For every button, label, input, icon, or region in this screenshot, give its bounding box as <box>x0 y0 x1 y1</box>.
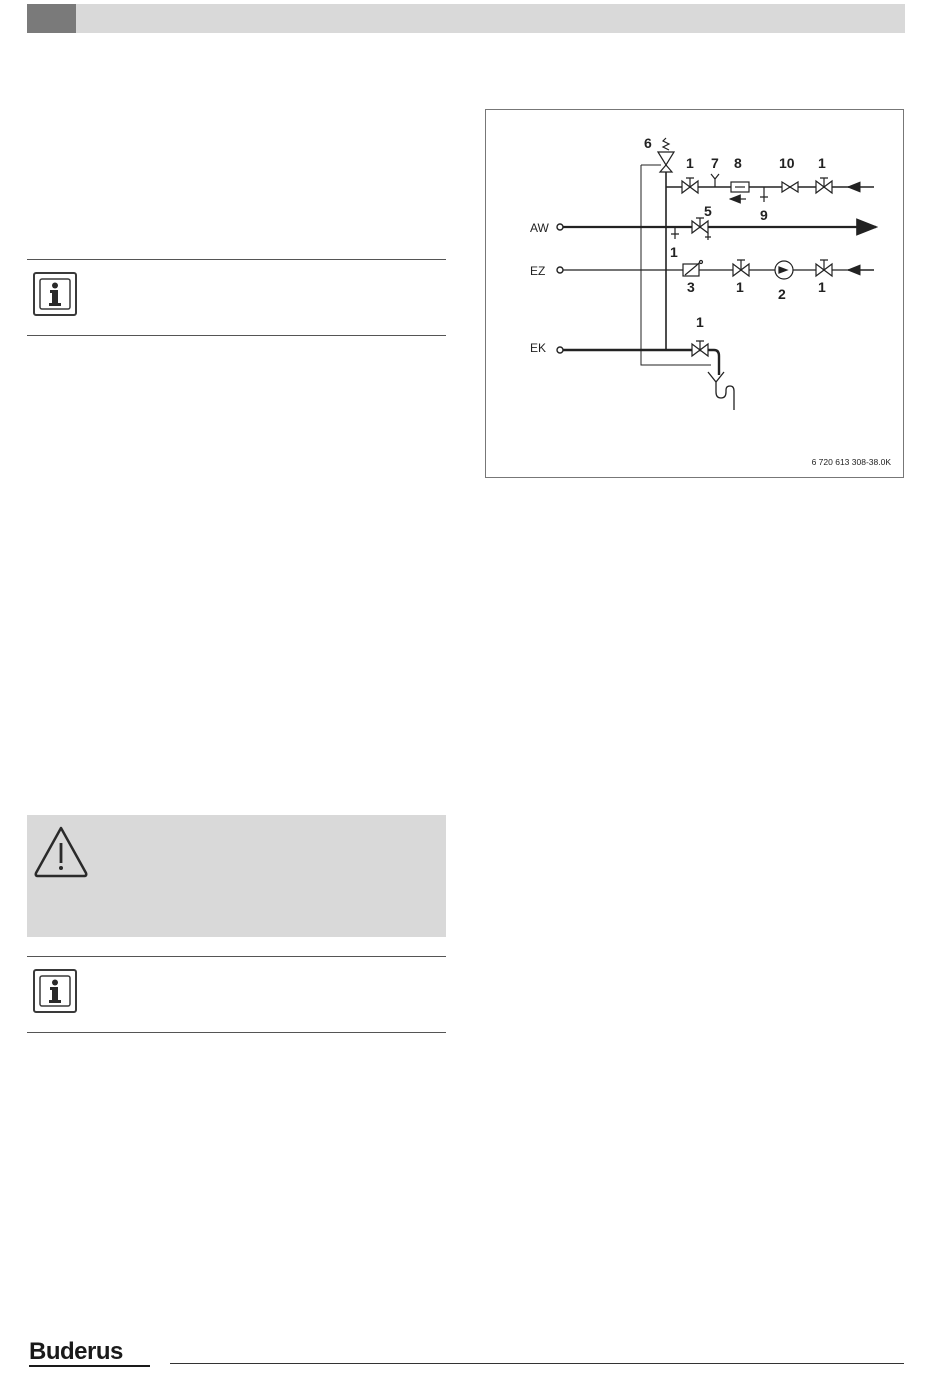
piping-schematic-figure <box>485 109 904 478</box>
notice-bottom-rule <box>27 1032 446 1033</box>
figure-code: 6 720 613 308-38.0K <box>811 457 891 467</box>
warning-panel <box>27 815 446 937</box>
number-1: 1 <box>818 279 826 295</box>
number-9: 9 <box>760 207 768 223</box>
notice-top-rule <box>27 956 446 957</box>
number-10: 10 <box>779 155 795 171</box>
warning-triangle-icon <box>31 823 91 883</box>
label-ek: EK <box>530 341 547 355</box>
logo-underline <box>29 1365 150 1367</box>
label-aw: AW <box>530 221 549 235</box>
number-1: 1 <box>736 279 744 295</box>
number-1: 1 <box>818 155 826 171</box>
notice-bottom-rule <box>27 335 446 336</box>
number-1: 1 <box>686 155 694 171</box>
number-3: 3 <box>687 279 695 295</box>
buderus-logo: Buderus <box>29 1338 123 1365</box>
number-7: 7 <box>711 155 719 171</box>
number-8: 8 <box>734 155 742 171</box>
number-2: 2 <box>778 286 786 302</box>
number-6: 6 <box>644 135 652 151</box>
header-bar <box>27 4 905 33</box>
footer-rule <box>170 1363 904 1364</box>
chapter-tab <box>27 4 76 33</box>
number-1: 1 <box>670 244 678 260</box>
label-ez: EZ <box>530 264 546 278</box>
number-5: 5 <box>704 203 712 219</box>
info-icon <box>33 272 77 316</box>
info-icon <box>33 969 77 1013</box>
notice-top-rule <box>27 259 446 260</box>
number-1: 1 <box>696 314 704 330</box>
